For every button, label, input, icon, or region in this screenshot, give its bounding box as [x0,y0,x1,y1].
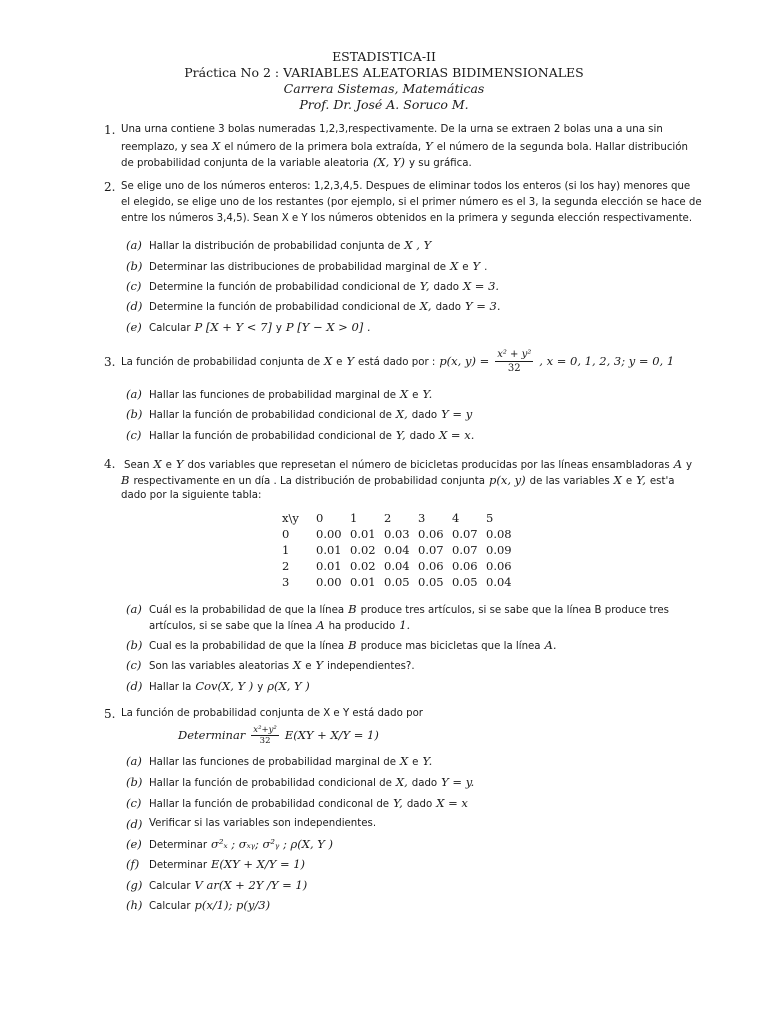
table-cell: 0.01 [350,527,376,541]
table-cell: 0.05 [384,575,410,589]
problem-2a-text: Hallar la distribución de probabilidad conjunta de X , Y [149,238,432,252]
problem-4a-line-1: Cuál es la probabilidad de que la línea B produce tres artículos, si se sabe que la línea B produce tres [149,602,669,616]
practice-title: Práctica No 2 : VARIABLES ALEATORIAS BIDIMENSIONALES [184,65,584,80]
problem-1-number: 1. [104,123,116,137]
table-cell: 0.04 [384,543,410,557]
table-cell: 0.06 [486,559,512,573]
table-cell: 0.01 [316,559,342,573]
professor-line: Prof. Dr. José A. Soruco M. [299,97,469,112]
table-cell: 0.00 [316,527,342,541]
problem-4-line-3: dado por la siguiente tabla: [121,490,262,501]
problem-5-number: 5. [104,707,116,721]
table-row [282,558,520,574]
problem-3b-label: (b) [126,407,143,421]
table-row [282,542,520,558]
table-cell: 0.08 [486,527,512,541]
problem-4b-text: Cual es la probabilidad de que la línea B produce mas bicicletas que la línea A. [149,638,557,652]
problem-4c-label: (c) [126,658,142,672]
problem-3b-text: Hallar la función de probabilidad condicional de X, dado Y = y [149,407,473,421]
table-header-row [282,510,520,526]
problem-2c-text: Determine la función de probabilidad condicional de Y, dado X = 3. [149,279,500,293]
problem-5e-text: Determinar σ²ₓ ; σₓᵧ; σ²ᵧ ; ρ(X, Y ) [149,837,334,851]
problem-2e-text: Calcular P [X + Y < 7] y P [Y − X > 0] . [149,320,371,334]
table-cell: 3 [282,575,290,589]
problem-5h-label: (h) [126,898,143,912]
problem-2d-label: (d) [126,299,143,313]
problem-2-number: 2. [104,180,116,194]
problem-5g-text: Calcular V ar(X + 2Y /Y = 1) [149,878,308,892]
problem-3-fraction: $\frac{\text{x² + y²}}{32}$ [497,348,532,374]
problem-3-number: 3. [104,355,116,369]
table-header-cell: 2 [384,511,392,525]
problem-2-line-1: Se elige uno de los números enteros: 1,2,3,4,5. Despues de eliminar todos los enteros (si los hay) menores que [121,181,691,192]
table-cell: 0.00 [316,575,342,589]
problem-4c-text: Son las variables aleatorias X e Y independientes?. [149,658,415,672]
problem-2-line-2: el elegido, se elige uno de los restantes (por ejemplo, si el primer número es el 3, la segunda elección se hace de [121,197,702,208]
table-cell: 0.06 [418,527,444,541]
problem-4d-text: Hallar la Cov(X, Y ) y ρ(X, Y ) [149,679,310,693]
table-header-cell: 0 [316,511,324,525]
problem-5d-label: (d) [126,817,143,831]
problem-5e-label: (e) [126,837,142,851]
career-line: Carrera Sistemas, Matemáticas [283,81,485,96]
table-cell: 0.03 [384,527,410,541]
table-header-cell: 5 [486,511,494,525]
problem-2-line-3: entre los números 3,4,5). Sean X e Y los números obtenidos en la primera y segunda elección respectivamente. [121,213,693,224]
table-row [282,574,520,590]
problem-2c-label: (c) [126,279,142,293]
table-header-cell: x\y [282,511,299,525]
problem-1-line-3: de probabilidad conjunta de la variable aleatoria (X, Y) y su gráfica. [121,155,472,169]
table-cell: 0.02 [350,543,376,557]
problem-2a-label: (a) [126,238,142,252]
problem-5-line-1: La función de probabilidad conjunta de X e Y está dado por [121,708,423,719]
problem-2e-label: (e) [126,320,142,334]
course-title: ESTADISTICA-II [332,49,436,64]
table-cell: 0.05 [418,575,444,589]
table-cell: 1 [282,543,290,557]
problem-2b-label: (b) [126,259,143,273]
table-cell: 0.07 [418,543,444,557]
problem-4-number: 4. [104,457,116,471]
table-cell: 0.04 [486,575,512,589]
table-cell: 0.07 [452,543,478,557]
problem-1-line-1: Una urna contiene 3 bolas numeradas 1,2,3,respectivamente. De la urna se extraen 2 bolas una a una sin [121,124,663,135]
problem-3a-text: Hallar las funciones de probabilidad marginal de X e Y. [149,387,433,401]
problem-5f-label: (f) [126,857,140,871]
problem-5f-text: Determinar E(XY + X/Y = 1) [149,857,306,871]
table-cell: 0.01 [316,543,342,557]
problem-2d-text: Determine la función de probabilidad condicional de X, dado Y = 3. [149,299,501,313]
problem-5d-text: Verificar si las variables son independientes. [149,818,377,829]
table-cell: 0.06 [418,559,444,573]
table-cell: 0.04 [384,559,410,573]
problem-4a-label: (a) [126,602,142,616]
problem-5c-label: (c) [126,796,142,810]
table-cell: 0.07 [452,527,478,541]
table-cell: 0.02 [350,559,376,573]
problem-5a-label: (a) [126,754,142,768]
problem-4a-line-2: artículos, si se sabe que la línea A ha producido 1. [149,618,411,632]
table-header-cell: 4 [452,511,460,525]
problem-5h-text: Calcular p(x/1); p(y/3) [149,898,271,912]
problem-4-line-1: Sean X e Y dos variables que represetan el número de bicicletas producidas por las líneas ensambladoras A y [124,457,693,471]
problem-4d-label: (d) [126,679,143,693]
problem-4-line-2: B respectivamente en un día . La distribución de probabilidad conjunta p(x, y) de las variables X e Y, est'a [121,473,675,487]
problem-1-line-2: reemplazo, y sea X el número de la primera bola extraída, Y el número de la segunda bola. Hallar distribución [121,139,688,153]
problem-5-formula: Determinar $\frac{\text{x²+y²}}{32}$ E(XY + X/Y = 1) [178,724,379,746]
table-cell: 0.06 [452,559,478,573]
problem-3-line-1: La función de probabilidad conjunta de X e Y está dado por : p(x, y) = $\frac{\text{x² + y²}}{32}$ , x = 0, 1, 2, 3; y = 0, 1 [121,348,675,374]
table-header-cell: 1 [350,511,358,525]
problem-4b-label: (b) [126,638,143,652]
problem-5b-text: Hallar la función de probabilidad condicional de X, dado Y = y. [149,775,475,789]
problem-5c-text: Hallar la función de probabilidad condiconal de Y, dado X = x [149,796,468,810]
problem-2b-text: Determinar las distribuciones de probabilidad marginal de X e Y . [149,259,488,273]
table-cell: 2 [282,559,290,573]
problem-3c-label: (c) [126,428,142,442]
problem-3a-label: (a) [126,387,142,401]
joint-probability-table [282,510,520,590]
table-cell: 0.01 [350,575,376,589]
table-row [282,526,520,542]
table-cell: 0.05 [452,575,478,589]
table-cell: 0.09 [486,543,512,557]
problem-5b-label: (b) [126,775,143,789]
table-header-cell: 3 [418,511,426,525]
problem-5g-label: (g) [126,878,143,892]
table-cell: 0 [282,527,290,541]
problem-3c-text: Hallar la función de probabilidad condicional de Y, dado X = x. [149,428,475,442]
problem-5-fraction: $\frac{\text{x²+y²}}{32}$ [253,724,277,746]
problem-5a-text: Hallar las funciones de probabilidad marginal de X e Y. [149,754,433,768]
